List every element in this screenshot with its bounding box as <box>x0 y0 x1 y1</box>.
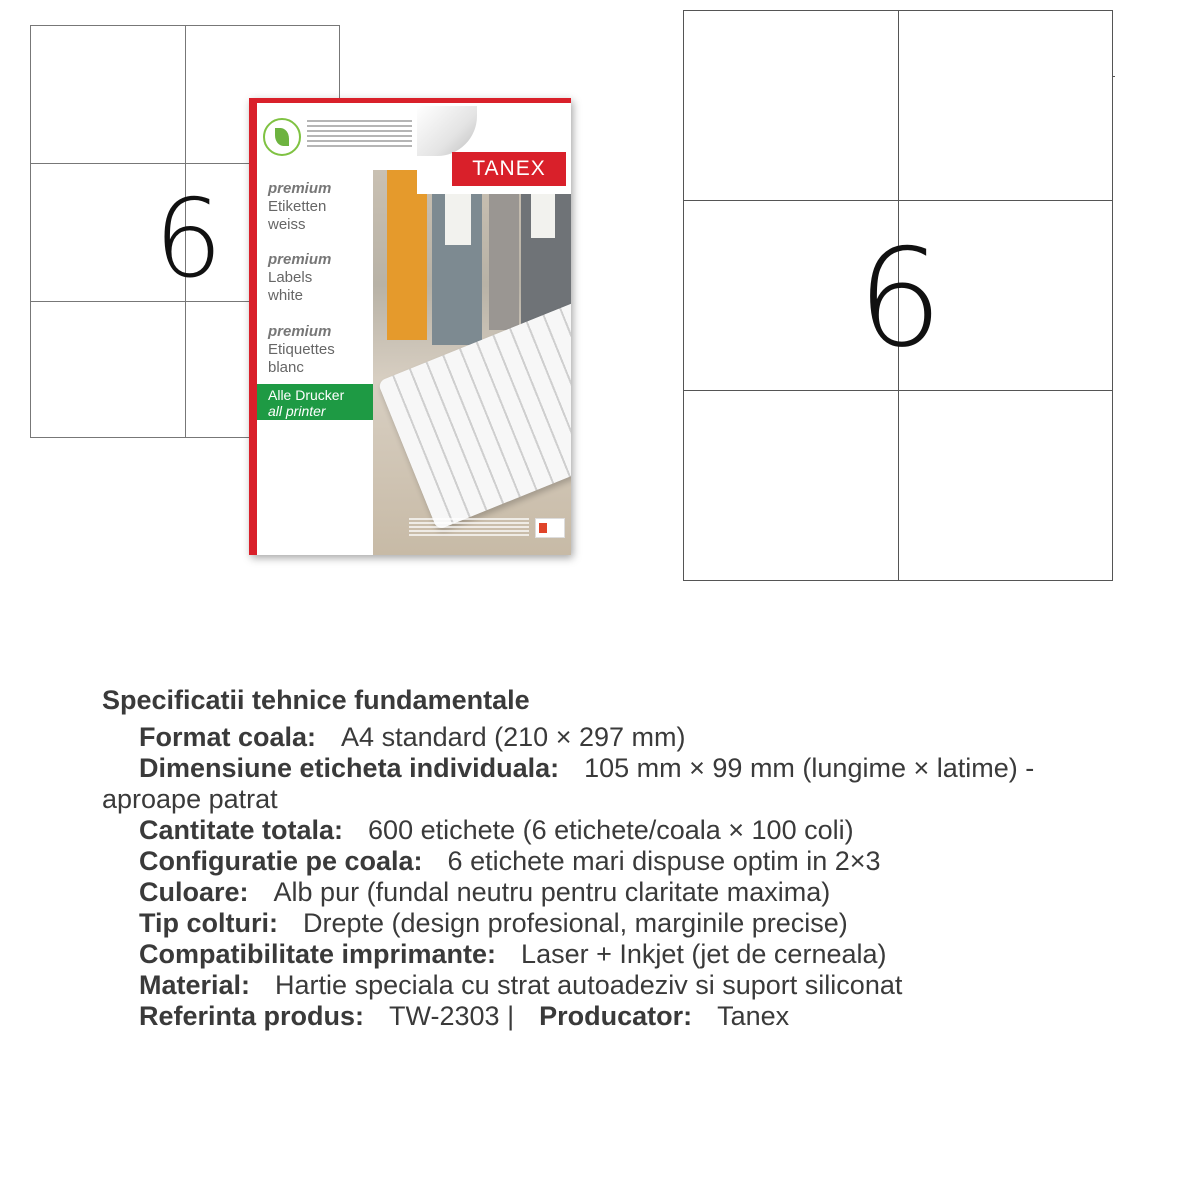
eco-leaf-icon <box>263 118 301 156</box>
spec-row: Format coala: A4 standard (210 × 297 mm) <box>139 722 686 752</box>
spec-row-wrap: aproape patrat <box>102 784 278 814</box>
spec-row: Material: Hartie speciala cu strat autoadeziv si suport siliconat <box>139 970 903 1000</box>
brand-logo: TANEX <box>452 152 566 186</box>
product-package-image <box>249 98 571 555</box>
label-count: 6 <box>154 177 223 302</box>
package-text-fr: premium Etiquettes blanc <box>268 323 335 376</box>
label-sheet-layout <box>683 10 1113 581</box>
printer-badge: Alle Drucker all printer <box>257 384 373 420</box>
package-text-de: premium Etiketten weiss <box>268 180 332 233</box>
spec-row: Configuratie pe coala: 6 etichete mari dispuse optim in 2×3 <box>139 846 881 876</box>
spec-row: Cantitate totala: 600 etichete (6 etichete/coala × 100 coli) <box>139 815 854 845</box>
specs-heading: Specificatii tehnice fundamentale <box>102 685 530 715</box>
label-count: 6 <box>857 220 943 377</box>
spec-row: Tip colturi: Drepte (design profesional, marginile precise) <box>139 908 848 938</box>
spec-row: Dimensiune eticheta individuala: 105 mm × 99 mm (lungime × latime) - <box>139 753 1035 783</box>
spec-row: Compatibilitate imprimante: Laser + Inkjet (jet de cerneala) <box>139 939 887 969</box>
package-text-en: premium Labels white <box>268 251 332 304</box>
spec-row: Culoare: Alb pur (fundal neutru pentru claritate maxima) <box>139 877 831 907</box>
office-icon <box>535 518 565 538</box>
sheet-divider-horizontal <box>684 200 1112 201</box>
sheet-divider-horizontal <box>684 390 1112 391</box>
spec-row: Referinta produs: TW-2303 | Producator: Tanex <box>139 1001 790 1031</box>
technical-specs <box>102 685 1152 1032</box>
